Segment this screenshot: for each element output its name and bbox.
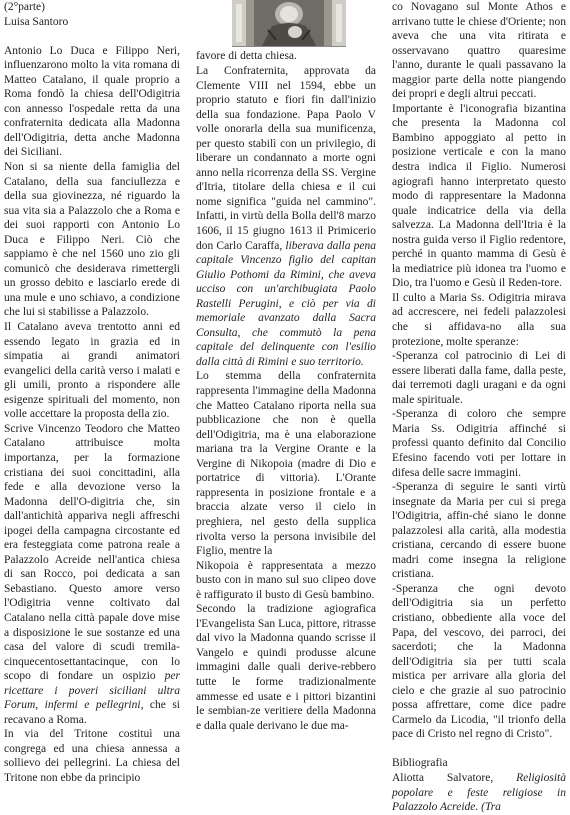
column-1 — [4, 0, 180, 786]
paragraph: Il culto a Maria Ss. Odigitria mirava ad accrescere, nei fedeli palazzolesi che si affidava-no alla sua protezione, molte speranze: — [392, 291, 566, 348]
paragraph: Lo stemma della confraternita rappresenta l'immagine della Madonna che Matteo Catalano riporta nella sua pubblicazione che non è quella dell'Odigitria, ma è una elaborazione mariana tra la Vergine Orante e la Vergine di Nikopoia (madre di Dio e portatrice di vittoria). L'Orante rappresenta in posizione frontale e a braccia alzate verso il cielo in preghiera, nel gesto della supplica rivolta verso la persona invisibile del Figlio, mentre la — [196, 370, 376, 558]
paragraph: Secondo la tradizione agiografica l'Evangelista San Luca, pittore, ritrasse dal vivo la Madonna quando scrisse il Vangelo e quindi produsse alcune immagini dalle quali derive-rebbero tutte le forme tradizionalmente ammesse ed usate e i pittori bizantini le sembian-ze veritiere della Madonna e dalla quale derivano le due ma- — [196, 603, 376, 732]
paragraph: -Speranza di coloro che sempre Maria Ss. Odigitria affinché si professi quanto definito dal Concilio Efesino facendo voti per lottare in difesa delle sacre immagini. — [392, 408, 566, 479]
paragraph: -Speranza che ogni devoto dell'Odigitria sia un perfetto cristiano, obbediente alla voce del Papa, del vescovo, dei parroci, dei sacerdoti; che la Madonna dell'Odigitria sia per tutti scala mistica per arrivare alla gloria del cielo e che grazie al suo patrocinio possa affrettare, come dice padre Carmelo da Licodia, "il trionfo della pace di Cristo nel regno di Cristo". — [392, 582, 566, 741]
paragraph: co Novagano sul Monte Athos e arrivano tutte le chiese d'Oriente; non aveva che una vita ritirata e osservavano quattro quaresime l'anno, durante le quali passavano la maggior parte della notte piangendo dei propri e degli altrui peccati. — [392, 1, 566, 101]
paragraph-italic: per ricettare i poveri siciliani ultra Forum, infermi e pellegrini — [4, 670, 180, 712]
paragraph-text: Scrive Vincenzo Teodoro che Matteo Catalano attribuisce molta importanza, per la formazione cristiana dei suoi concittadini, alla fede e alla devozione verso la Madonna dell'O-digitria che, sin dall'antichità appariva negli affreschi ipogei della campagna circostante ed era festeggiata come patrona reale a Palazzolo Acreide nell'antica chiesa di san Rocco, poi dedicata a san Sebastiano. Questo amore verso l'Odigitria venne coltivato dal Catalano nella città papale dove mise a disposizione le sue sostanze ed una casa del valore di scudi tremila-cinquecentosettantacinque, con lo scopo di fondare un ospizio — [4, 422, 180, 683]
bibliography-title: Religiosità popolare e feste religiose in Palazzolo Acreide. (Tra — [392, 771, 566, 814]
paragraph: Il Catalano aveva trentotto anni ed essendo legato in grazia ed in simpatia ai grandi animatori evangelici della carità verso i malati e gli umili, pronto a rispondere alle esigenze spirituali del momento, non volle accettare la proposta della zio. — [4, 321, 180, 421]
bibliography-entry — [392, 771, 566, 815]
paragraph: Non si sa niente della famiglia del Catalano, della sua fanciullezza e della sua giovinezza, né riguardo la sua vita sia a Palazzolo che a Roma e dei suoi rapporti con Antonio Lo Duca e Filippo Neri. Ciò che sappiamo è che nel 1560 uno zio gli comunicò che desiderava rimettergli un grosso debito e lasciarlo erede di una mule e uno schiavo, a condizione che lui si stabilisse a Palazzolo. — [4, 161, 180, 319]
paragraph: In via del Tritone costituì una congrega ed una chiesa annessa a sollievo dei pellegrini. La chiesa del Tritone non ebbe da principio — [4, 728, 180, 784]
paragraph: -Speranza col patrocinio di Lei di essere liberati dalla fame, dalla peste, dai terremoti dagli uragani e da ogni male spirituale. — [392, 350, 566, 406]
bibliography-author: Aliotta Salvatore, — [392, 771, 494, 784]
column-3 — [392, 0, 566, 815]
paragraph-text: , che si recavano a Roma. — [4, 699, 180, 726]
bibliography-heading: Bibliografia — [392, 757, 448, 770]
paragraph: -Speranza di seguire le santi virtù insegnate da Maria per cui si prega l'Odigitria, affin-ché siano le donne palazzolesi alla carità, alla modestia cristiana, cercando di essere buone madri come insegna la religione cristiana. — [392, 481, 566, 581]
paragraph: Importante è l'iconografia bizantina che presenta la Madonna col Bambino appoggiato al petto in posizione verticale e con la mano destra indica il Figlio. Numerosi agiografi hanno interpretato questo modo di rappresentare la Madonna quale indicatrice della via della salvezza. La Madonna dell'Itria è la nostra guida verso il Figlio redentore, perché in quanto mamma di Gesù è la mediatrice più idonea tra l'uomo e Dio, tra l'uomo e Gesù il Reden-tore. — [392, 102, 566, 290]
paragraph: Nikopoia è rappresentata a mezzo busto con in mano sul suo clipeo dove è raffigurato il busto di Gesù bambino. — [196, 559, 376, 601]
article-part-label: (2°parte) — [4, 1, 45, 13]
paragraph — [196, 64, 376, 369]
paragraph-italic: liberava dalla pena capitale Vincenzo figlio del capitan Giulio Pothomi da Rimini, che aveva ucciso con un'archibugiata Paolo Rastelli Perugini, e ciò per via di memoriale avanzato dalla Sacra Consulta, che commutò la pena capitale del delinquente con l'esilio dalla città di Rimini e suo territorio. — [196, 239, 376, 368]
paragraph: Antonio Lo Duca e Filippo Neri, influenzarono molto la vita romana di Matteo Catalano, il quale proprio a Roma fondò la chiesa dell'Odigitria con annesso l'ospedale retta da una confraternita dedicata alla Madonna dell'Odigitria, detta anche Madonna dei Siciliani. — [4, 44, 180, 159]
column-2 — [196, 0, 376, 732]
paragraph-text: La Confraternita, approvata da Clemente VIII nel 1594, ebbe un proprio statuto e fiori fin dall'inizio della sua fondazione. Papa Paolo V volle onorarla della sua munificenza, per questo stabilì con un privilegio, di liberare un condannato a morte ogni anno nella ricorrenza della SS. Vergine d'Itria, titolare della chiesa e il cui nome significa "guida nel cammino". Infatti, in virtù della Bolla dell'8 marzo 1606, il 15 giugno 1613 il Primicerio don Carlo Caraffa, — [196, 65, 376, 252]
paragraph — [4, 422, 180, 727]
article-author: Luisa Santoro — [4, 15, 69, 28]
photo-caption-continuation: favore di detta chiesa. — [196, 50, 297, 62]
